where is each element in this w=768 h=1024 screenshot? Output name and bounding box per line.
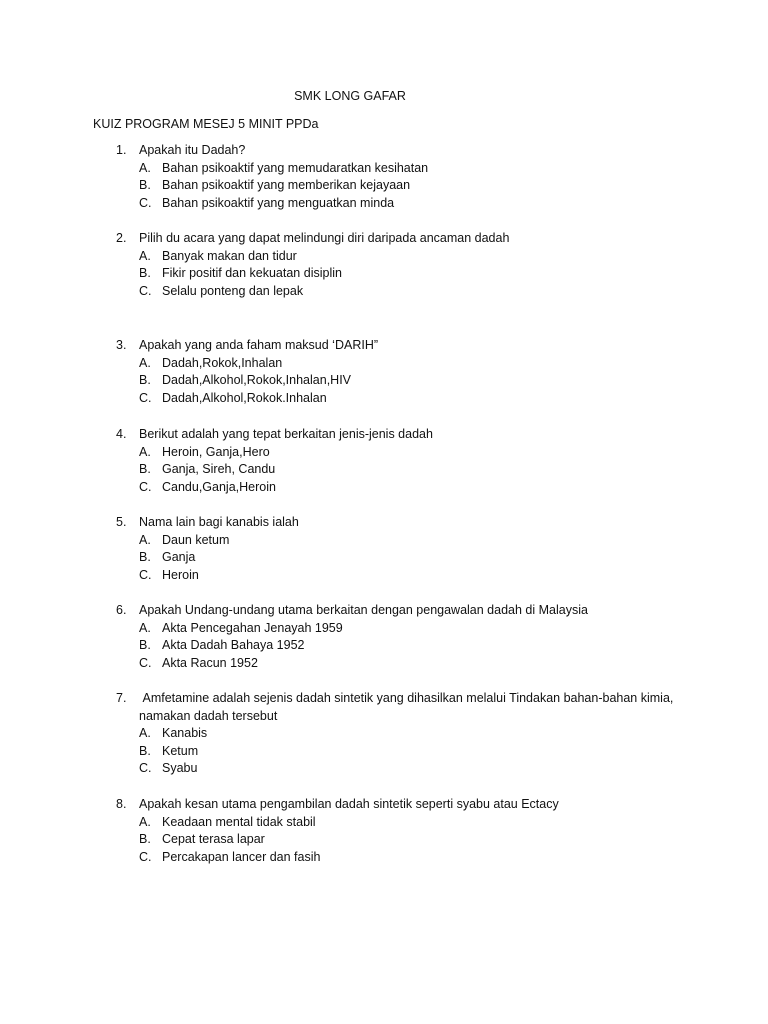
option-item — [0, 248, 768, 266]
option-letter: B. — [139, 550, 151, 565]
option-item — [0, 390, 768, 408]
option-text: Heroin — [162, 567, 199, 582]
school-name: SMK LONG GAFAR — [294, 89, 406, 103]
option-text: Akta Racun 1952 — [162, 655, 258, 670]
option-text: Akta Dadah Bahaya 1952 — [162, 638, 305, 653]
option-letter: B. — [139, 266, 151, 281]
option-item — [0, 195, 768, 213]
question-text: Berikut adalah yang tepat berkaitan jenis-jenis dadah — [139, 427, 433, 441]
option-item — [0, 479, 768, 497]
option-text: Fikir positif dan kekuatan disiplin — [162, 266, 342, 281]
option-text: Ganja — [162, 550, 196, 565]
option-letter: A. — [139, 532, 151, 547]
option-item — [0, 637, 768, 655]
option-letter: C. — [139, 195, 152, 210]
option-text: Percakapan lancer dan fasih — [162, 849, 321, 864]
question-number: 3. — [116, 338, 127, 352]
question-text: Pilih du acara yang dapat melindungi diri daripada ancaman dadah — [139, 231, 510, 245]
option-letter: C. — [139, 567, 152, 582]
option-item — [0, 372, 768, 390]
option-letter: B. — [139, 832, 151, 847]
question-text: Apakah Undang-undang utama berkaitan dengan pengawalan dadah di Malaysia — [139, 603, 588, 617]
option-letter: C. — [139, 283, 152, 298]
question-number: 2. — [116, 231, 127, 245]
option-letter: A. — [139, 248, 151, 263]
option-list — [0, 725, 768, 778]
option-text: Ketum — [162, 743, 199, 758]
question-number: 6. — [116, 603, 127, 617]
option-item — [0, 725, 768, 743]
option-letter: A. — [139, 444, 151, 459]
option-list — [0, 248, 768, 301]
question-text: Nama lain bagi kanabis ialah — [139, 515, 299, 529]
option-item — [0, 743, 768, 761]
option-text: Bahan psikoaktif yang menguatkan minda — [162, 195, 395, 210]
option-text: Dadah,Alkohol,Rokok.Inhalan — [162, 390, 327, 405]
option-text: Daun ketum — [162, 532, 230, 547]
option-letter: A. — [139, 160, 151, 175]
question-number: 4. — [116, 427, 127, 441]
option-list — [0, 355, 768, 408]
option-letter: B. — [139, 178, 151, 193]
option-item — [0, 461, 768, 479]
option-item — [0, 849, 768, 867]
option-letter: C. — [139, 761, 152, 776]
option-letter: A. — [139, 620, 151, 635]
option-text: Dadah,Alkohol,Rokok,Inhalan,HIV — [162, 373, 352, 388]
option-text: Selalu ponteng dan lepak — [162, 283, 304, 298]
option-item — [0, 444, 768, 462]
question-number: 1. — [116, 143, 127, 157]
question-text: Amfetamine adalah sejenis dadah sintetik yang dihasilkan melalui Tindakan bahan-bahan kimia, namakan dadah tersebut — [139, 691, 677, 723]
question-number: 5. — [116, 515, 127, 529]
option-text: Kanabis — [162, 726, 208, 741]
option-item — [0, 160, 768, 178]
option-list — [0, 160, 768, 213]
option-text: Banyak makan dan tidur — [162, 248, 297, 263]
option-item — [0, 265, 768, 283]
option-letter: C. — [139, 849, 152, 864]
quiz-title: KUIZ PROGRAM MESEJ 5 MINIT PPDa — [93, 117, 319, 131]
option-text: Keadaan mental tidak stabil — [162, 814, 316, 829]
option-list — [0, 814, 768, 867]
option-item — [0, 532, 768, 550]
option-item — [0, 831, 768, 849]
option-text: Candu,Ganja,Heroin — [162, 479, 276, 494]
option-item — [0, 760, 768, 778]
option-letter: C. — [139, 390, 152, 405]
option-letter: A. — [139, 726, 151, 741]
option-text: Heroin, Ganja,Hero — [162, 444, 270, 459]
option-item — [0, 620, 768, 638]
option-letter: C. — [139, 655, 152, 670]
question-number: 7. — [116, 691, 127, 705]
option-letter: B. — [139, 743, 151, 758]
option-text: Ganja, Sireh, Candu — [162, 462, 276, 477]
option-item — [0, 283, 768, 301]
question-number: 8. — [116, 797, 127, 811]
question-text: Apakah yang anda faham maksud ‘DARIH” — [139, 338, 379, 352]
option-text: Bahan psikoaktif yang memudaratkan kesihatan — [162, 160, 429, 175]
option-list — [0, 620, 768, 673]
option-letter: A. — [139, 814, 151, 829]
option-letter: A. — [139, 355, 151, 370]
option-letter: C. — [139, 479, 152, 494]
option-list — [0, 532, 768, 585]
option-text: Bahan psikoaktif yang memberikan kejayaan — [162, 178, 411, 193]
option-text: Dadah,Rokok,Inhalan — [162, 355, 283, 370]
option-letter: B. — [139, 638, 151, 653]
option-item — [0, 567, 768, 585]
option-letter: B. — [139, 373, 151, 388]
option-item — [0, 177, 768, 195]
option-text: Akta Pencegahan Jenayah 1959 — [162, 620, 343, 635]
option-item — [0, 355, 768, 373]
option-text: Cepat terasa lapar — [162, 832, 265, 847]
question-text: Apakah kesan utama pengambilan dadah sintetik seperti syabu atau Ectacy — [139, 797, 559, 811]
option-text: Syabu — [162, 761, 198, 776]
option-list — [0, 444, 768, 497]
option-letter: B. — [139, 462, 151, 477]
option-item — [0, 814, 768, 832]
question-text: Apakah itu Dadah? — [139, 143, 246, 157]
option-item — [0, 655, 768, 673]
option-item — [0, 549, 768, 567]
